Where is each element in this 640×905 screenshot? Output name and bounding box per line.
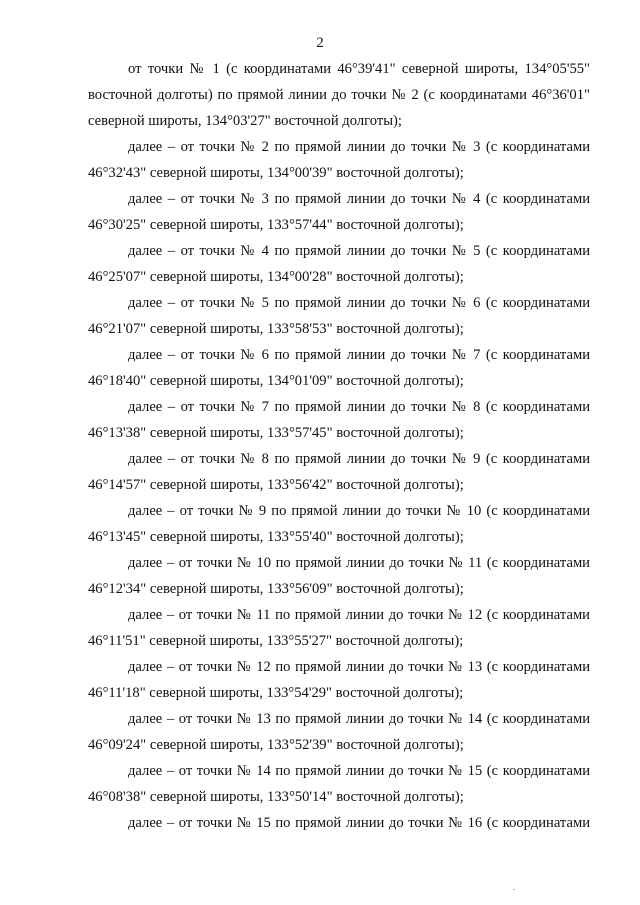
paragraph-point-13: далее – от точки № 13 по прямой линии до точки № 14 (с координатами 46°09'24" северной широты, 133°52'39" восточной долготы); (88, 711, 590, 753)
paragraph-point-2: далее – от точки № 2 по прямой линии до точки № 3 (с координатами 46°32'43" северной широты, 134°00'39" восточной долготы); (88, 139, 590, 181)
paragraph-point-10: далее – от точки № 10 по прямой линии до точки № 11 (с координатами 46°12'34" северной широты, 133°56'09" восточной долготы); (88, 555, 590, 597)
document-body (88, 56, 590, 836)
paragraph-point-8: далее – от точки № 8 по прямой линии до точки № 9 (с координатами 46°14'57" северной широты, 133°56'42" восточной долготы); (88, 451, 590, 493)
paragraph-point-11: далее – от точки № 11 по прямой линии до точки № 12 (с координатами 46°11'51" северной широты, 133°55'27" восточной долготы); (88, 607, 590, 649)
paragraph-point-3: далее – от точки № 3 по прямой линии до точки № 4 (с координатами 46°30'25" северной широты, 133°57'44" восточной долготы); (88, 191, 590, 233)
paragraph-point-14: далее – от точки № 14 по прямой линии до точки № 15 (с координатами 46°08'38" северной широты, 133°50'14" восточной долготы); (88, 763, 590, 805)
paragraph-point-4: далее – от точки № 4 по прямой линии до точки № 5 (с координатами 46°25'07" северной широты, 134°00'28" восточной долготы); (88, 243, 590, 285)
scan-speck (513, 889, 515, 890)
paragraph-point-1: от точки № 1 (с координатами 46°39'41" северной широты, 134°05'55" восточной долготы) по прямой линии до точки № 2 (с координатами 46°36'01" северной широты, 134°03'27" восточной долготы); (88, 61, 590, 129)
page-number: 2 (316, 35, 324, 51)
paragraph-point-6: далее – от точки № 6 по прямой линии до точки № 7 (с координатами 46°18'40" северной широты, 134°01'09" восточной долготы); (88, 347, 590, 389)
paragraph-point-5: далее – от точки № 5 по прямой линии до точки № 6 (с координатами 46°21'07" северной широты, 133°58'53" восточной долготы); (88, 295, 590, 337)
paragraph-point-12: далее – от точки № 12 по прямой линии до точки № 13 (с координатами 46°11'18" северной широты, 133°54'29" восточной долготы); (88, 659, 590, 701)
paragraph-point-7: далее – от точки № 7 по прямой линии до точки № 8 (с координатами 46°13'38" северной широты, 133°57'45" восточной долготы); (88, 399, 590, 441)
paragraph-point-9: далее – от точки № 9 по прямой линии до точки № 10 (с координатами 46°13'45" северной широты, 133°55'40" восточной долготы); (88, 503, 590, 545)
paragraph-point-15: далее – от точки № 15 по прямой линии до точки № 16 (с координатами (128, 815, 590, 831)
